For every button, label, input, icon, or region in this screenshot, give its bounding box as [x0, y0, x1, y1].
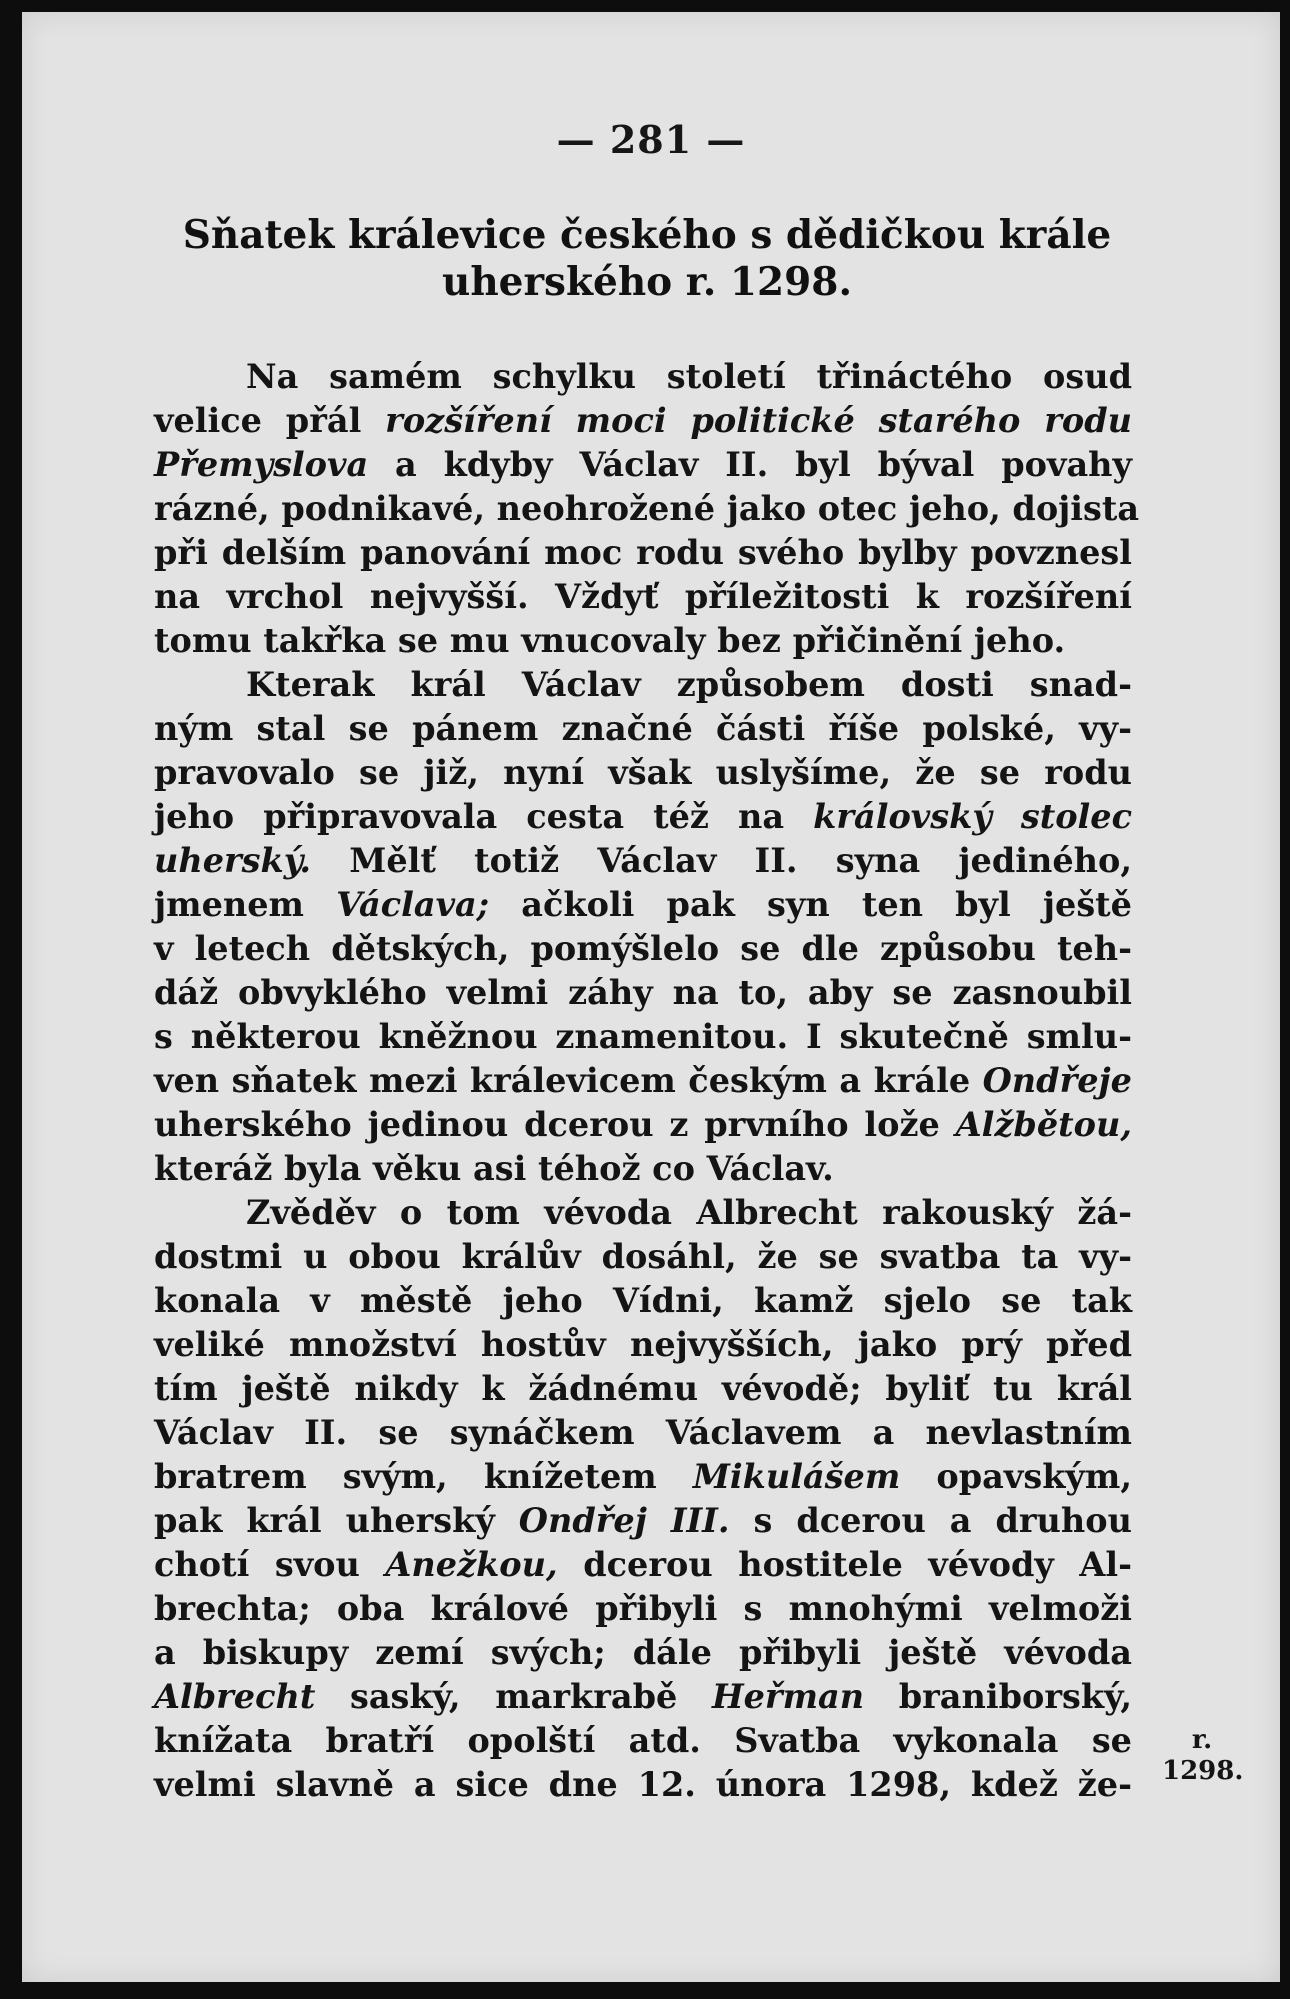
text-segment: velmi slavně a sice dne 12. února 1298, kdež že- — [154, 1765, 1132, 1804]
italic-text: Ondřeje — [982, 1061, 1132, 1100]
text-line — [154, 619, 1132, 663]
text-segment: pravovalo se již, nyní však uslyšíme, že se rodu — [154, 753, 1132, 792]
text-segment: Kterak král Václav způsobem dosti snad- — [246, 665, 1132, 704]
text-segment: s některou kněžnou znamenitou. I skutečně smlu- — [154, 1017, 1132, 1056]
margin-note-line-2: 1298. — [1162, 1756, 1244, 1786]
text-segment: v letech dětských, pomýšlelo se dle způsobu teh- — [154, 929, 1132, 968]
text-segment: dáž obvyklého velmi záhy na to, aby se zasnoubil — [154, 973, 1132, 1012]
text-line — [154, 1279, 1132, 1323]
text-line — [154, 1411, 1132, 1455]
heading-line-1: Sňatek králevice českého s dědičkou krále — [182, 212, 1112, 258]
text-segment: Mělť totiž Václav II. syna jediného, — [311, 841, 1132, 880]
text-line — [154, 795, 1132, 839]
text-segment: Václav II. se synáčkem Václavem a nevlastním — [154, 1413, 1132, 1452]
text-line — [154, 443, 1132, 487]
book-page — [22, 12, 1280, 1982]
text-segment: veliké množství hostův nejvyšších, jako prý před — [154, 1325, 1132, 1364]
text-segment: knížata bratří opolští atd. Svatba vykonala se — [154, 1721, 1132, 1760]
text-segment: a kdyby Václav II. byl býval povahy — [368, 445, 1132, 484]
text-line — [154, 1191, 1132, 1235]
text-segment: uherského jedinou dcerou z prvního lože — [154, 1105, 956, 1144]
text-segment: saský, markrabě — [315, 1677, 712, 1716]
italic-text: Alžbětou, — [955, 1105, 1132, 1144]
text-line — [154, 971, 1132, 1015]
italic-text: Albrecht — [154, 1677, 316, 1716]
text-segment: ačkoli pak syn ten byl ještě — [489, 885, 1132, 924]
text-line — [154, 1587, 1132, 1631]
italic-text: královský stolec — [813, 797, 1132, 836]
text-segment: ným stal se pánem značné části říše polské, vy- — [154, 709, 1132, 748]
text-segment: jmenem — [154, 885, 337, 924]
text-line — [154, 1719, 1132, 1763]
text-line — [154, 1675, 1132, 1719]
text-line — [154, 355, 1132, 399]
italic-text: rozšíření moci politické starého rodu — [385, 401, 1132, 440]
text-segment: tomu takřka se mu vnucovaly bez přičinění jeho. — [154, 621, 1066, 660]
text-segment: jeho připravovala cesta též na — [154, 797, 814, 836]
chapter-heading — [157, 212, 1137, 306]
text-line — [154, 487, 1140, 531]
italic-text: Anežkou, — [385, 1545, 558, 1584]
text-segment: a biskupy zemí svých; dále přibyli ještě vévoda — [154, 1633, 1132, 1672]
page-number: — 281 — — [556, 117, 746, 162]
italic-text: Heřman — [711, 1677, 865, 1716]
text-line — [154, 1455, 1132, 1499]
text-line — [154, 1235, 1132, 1279]
italic-text: Mikulášem — [692, 1457, 901, 1496]
text-line — [154, 1631, 1132, 1675]
text-line — [154, 1059, 1132, 1103]
margin-note — [1162, 1725, 1242, 1787]
text-line — [154, 707, 1132, 751]
text-line — [154, 751, 1132, 795]
text-line — [154, 1543, 1132, 1587]
text-segment: dcerou hostitele vévody Al- — [557, 1545, 1132, 1584]
text-line — [154, 927, 1132, 971]
text-segment: rázné, podnikavé, neohrožené jako otec jeho, dojista — [154, 489, 1140, 528]
margin-note-line-1: r. — [1191, 1725, 1213, 1755]
heading-line-2: uherského r. 1298. — [441, 259, 853, 305]
text-segment: kteráž byla věku asi téhož co Václav. — [154, 1149, 834, 1188]
text-segment: tím ještě nikdy k žádnému vévodě; byliť tu král — [154, 1369, 1132, 1408]
text-line — [154, 1763, 1132, 1807]
text-segment: Na samém schylku století třináctého osud — [246, 357, 1132, 396]
italic-text: uherský. — [154, 841, 312, 880]
text-line — [154, 1499, 1132, 1543]
italic-text: Ondřej III. — [518, 1501, 730, 1540]
text-line — [154, 839, 1132, 883]
text-line — [154, 663, 1132, 707]
text-segment: braniborský, — [864, 1677, 1132, 1716]
text-segment: na vrchol nejvyšší. Vždyť příležitosti k rozšíření — [154, 577, 1132, 616]
text-segment: opavským, — [900, 1457, 1133, 1496]
text-line — [154, 531, 1132, 575]
text-segment: velice přál — [154, 401, 386, 440]
text-line — [154, 1147, 1132, 1191]
text-segment: pak král uherský — [154, 1501, 519, 1540]
text-line — [154, 1103, 1132, 1147]
text-segment: chotí svou — [154, 1545, 386, 1584]
text-segment: brechta; oba králové přibyli s mnohými velmoži — [154, 1589, 1132, 1628]
italic-text: Václava; — [336, 885, 490, 924]
text-line — [154, 1015, 1132, 1059]
text-segment: s dcerou a druhou — [729, 1501, 1132, 1540]
text-line — [154, 1323, 1132, 1367]
text-segment: konala v městě jeho Vídni, kamž sjelo se tak — [154, 1281, 1132, 1320]
text-segment: bratrem svým, knížetem — [154, 1457, 693, 1496]
text-segment: Zvěděv o tom vévoda Albrecht rakouský žá- — [246, 1193, 1132, 1232]
text-line — [154, 1367, 1132, 1411]
text-segment: ven sňatek mezi králevicem českým a krále — [154, 1061, 983, 1100]
text-segment: při delším panování moc rodu svého bylby povznesl — [154, 533, 1132, 572]
text-line — [154, 575, 1132, 619]
italic-text: Přemyslova — [154, 445, 369, 484]
text-segment: dostmi u obou králův dosáhl, že se svatba ta vy- — [154, 1237, 1132, 1276]
text-line — [154, 399, 1132, 443]
body-text — [154, 355, 1140, 1807]
text-line — [154, 883, 1132, 927]
